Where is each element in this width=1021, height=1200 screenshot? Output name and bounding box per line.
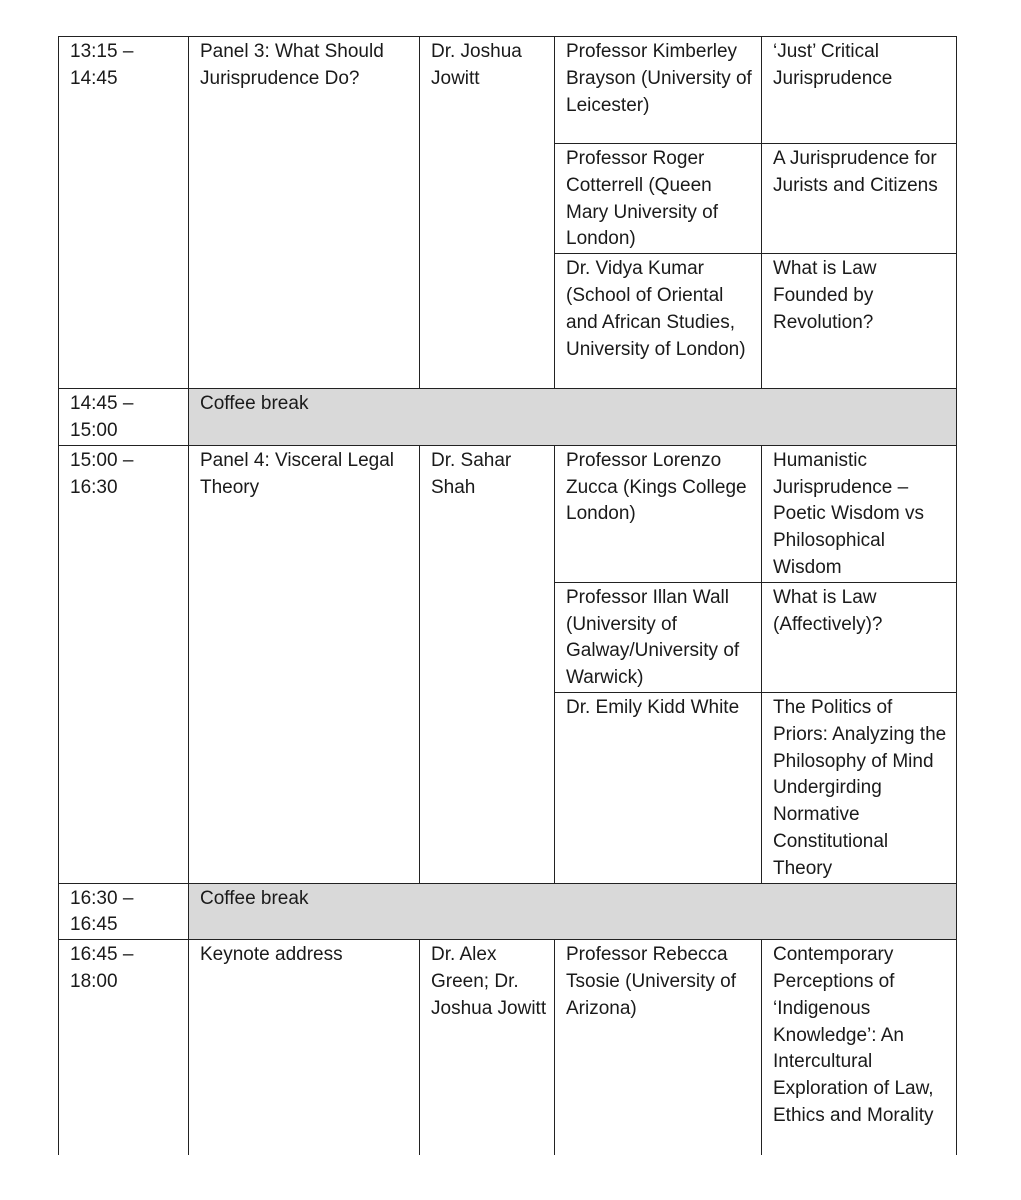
speaker: Professor Lorenzo Zucca (Kings College London) [555,445,762,582]
speaker: Dr. Emily Kidd White [555,692,762,883]
time-slot: 16:45 – 18:00 [59,940,189,1155]
schedule-body [59,37,957,1155]
talk-row [59,37,957,144]
session-title: Panel 4: Visceral Legal Theory [189,445,420,883]
break-label: Coffee break [189,389,957,446]
time-slot: 14:45 – 15:00 [59,389,189,446]
session-title: Panel 3: What Should Jurisprudence Do? [189,37,420,389]
time-slot: 15:00 – 16:30 [59,445,189,883]
talk-row [59,445,957,582]
talk-title: ‘Just’ Critical Jurisprudence [762,37,957,144]
time-slot: 16:30 – 16:45 [59,883,189,940]
speaker: Professor Illan Wall (University of Galway/University of Warwick) [555,582,762,692]
session-chair: Dr. Joshua Jowitt [420,37,555,389]
speaker: Professor Roger Cotterrell (Queen Mary University of London) [555,144,762,254]
time-slot: 13:15 – 14:45 [59,37,189,389]
break-row [59,883,957,940]
talk-title: What is Law (Affectively)? [762,582,957,692]
talk-title: A Jurisprudence for Jurists and Citizens [762,144,957,254]
talk-row [59,940,957,1155]
speaker: Professor Kimberley Brayson (University of Leicester) [555,37,762,144]
session-title: Keynote address [189,940,420,1155]
break-row [59,389,957,446]
talk-title: What is Law Founded by Revolution? [762,254,957,389]
talk-title: Humanistic Jurisprudence – Poetic Wisdom vs Philosophical Wisdom [762,445,957,582]
speaker: Dr. Vidya Kumar (School of Oriental and African Studies, University of London) [555,254,762,389]
session-chair: Dr. Alex Green; Dr. Joshua Jowitt [420,940,555,1155]
talk-title: Contemporary Perceptions of ‘Indigenous Knowledge’: An Intercultural Exploration of Law, Ethics and Morality [762,940,957,1155]
schedule-table [58,36,957,1155]
session-chair: Dr. Sahar Shah [420,445,555,883]
talk-title: The Politics of Priors: Analyzing the Philosophy of Mind Undergirding Normative Constitutional Theory [762,692,957,883]
speaker: Professor Rebecca Tsosie (University of Arizona) [555,940,762,1155]
break-label: Coffee break [189,883,957,940]
